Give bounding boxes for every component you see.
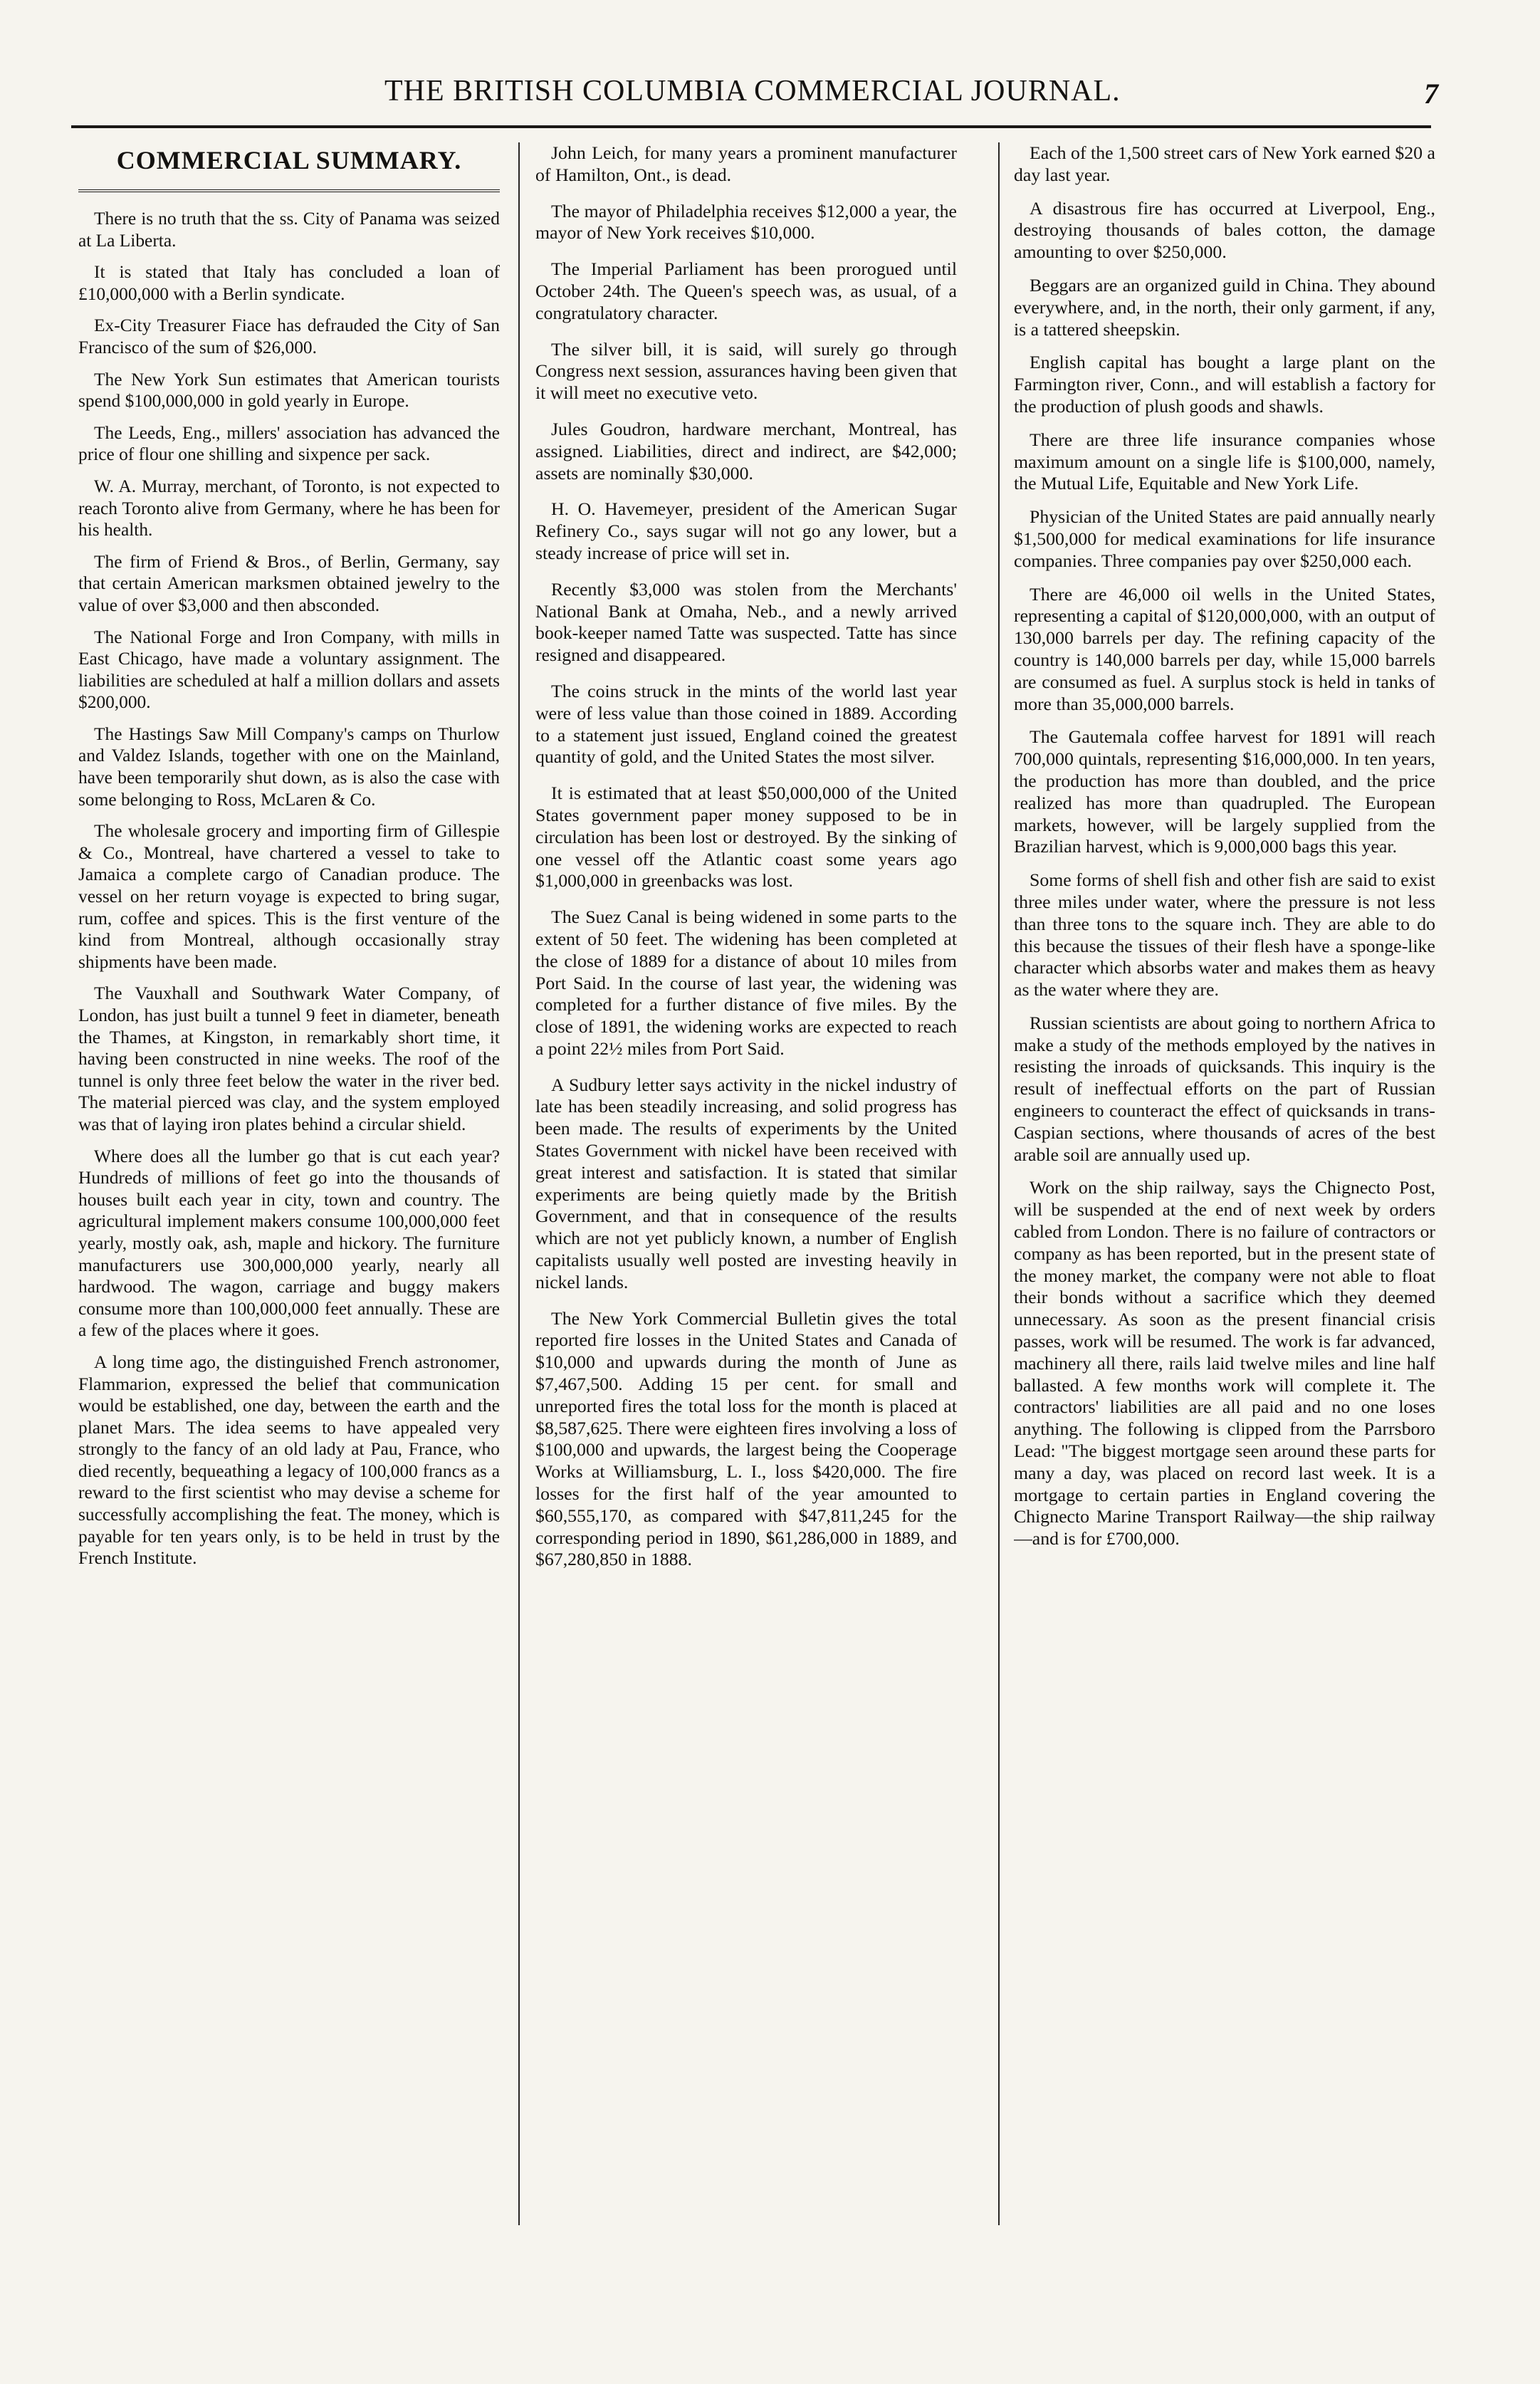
column-2-body bbox=[535, 142, 957, 1571]
header-rule bbox=[71, 125, 1431, 128]
news-item: A disastrous fire has occurred at Liverpool, Eng., destroying thousands of bales cotton, the damage amounting to over $250,000. bbox=[1014, 197, 1435, 263]
news-item: The silver bill, it is said, will surely go through Congress next session, assurances having been given that it will meet no executive veto. bbox=[535, 338, 957, 404]
news-item: Recently $3,000 was stolen from the Merchants' National Bank at Omaha, Neb., and a newly arrived book-keeper named Tatte was suspected. Tatte has since resigned and disappeared. bbox=[535, 578, 957, 666]
page-number: 7 bbox=[1424, 78, 1438, 110]
news-item: The Suez Canal is being widened in some parts to the extent of 50 feet. The widening has been completed at the close of 1889 for a distance of about 10 miles from Port Said. In the course of last year, the widening was completed for a further distance of five miles. By the close of 1891, the widening works are expected to reach a point 22½ miles from Port Said. bbox=[535, 906, 957, 1059]
journal-title: THE BRITISH COLUMBIA COMMERCIAL JOURNAL. bbox=[384, 75, 1121, 108]
news-item: The Hastings Saw Mill Company's camps on Thurlow and Valdez Islands, together with one on the Mainland, have been temporarily shut down, as is also the case with some belonging to Ross, McLaren & Co. bbox=[78, 723, 500, 810]
news-item: The mayor of Philadelphia receives $12,000 a year, the mayor of New York receives $10,000. bbox=[535, 200, 957, 244]
news-item: Physician of the United States are paid annually nearly $1,500,000 for medical examinations for life insurance companies. Three companies pay over $250,000 each. bbox=[1014, 506, 1435, 571]
column-divider bbox=[518, 142, 520, 2225]
news-item: The Imperial Parliament has been prorogued until October 24th. The Queen's speech was, as usual, of a congratulatory character. bbox=[535, 258, 957, 323]
news-item: A Sudbury letter says activity in the nickel industry of late has been steadily increasing, and solid progress has been made. The results of experiments by the United States Government with nickel have been received with great interest and satisfaction. It is stated that similar experiments are being quietly made by the British Government, and that in consequence of the results which are not yet publicly known, a number of English capitalists usually well posted are investing heavily in nickel lands. bbox=[535, 1074, 957, 1292]
news-item: It is stated that Italy has concluded a loan of £10,000,000 with a Berlin syndicate. bbox=[78, 262, 500, 304]
news-item: W. A. Murray, merchant, of Toronto, is not expected to reach Toronto alive from Germany, where he has been for his health. bbox=[78, 476, 500, 540]
news-item: Where does all the lumber go that is cut each year? Hundreds of millions of feet go into the thousands of houses built each year in city, town and country. The agricultural implement makers consume 100,000,000 feet yearly, mostly oak, ash, maple and hickory. The furniture manufacturers use 300,000,000 yearly, nearly all hardwood. The wagon, carriage and buggy makers consume more than 100,000,000 feet annually. These are a few of the places where it goes. bbox=[78, 1146, 500, 1341]
news-item: There are three life insurance companies whose maximum amount on a single life is $100,000, namely, the Mutual Life, Equitable and New York Life. bbox=[1014, 429, 1435, 494]
news-item: The Gautemala coffee harvest for 1891 will reach 700,000 quintals, representing $16,000,000. In ten years, the production has more than doubled, and the price realized has more than quadrupled. The European markets, however, will be largely supplied from the Brazilian harvest, which is 9,000,000 bags this year. bbox=[1014, 726, 1435, 857]
column-3-body bbox=[1014, 142, 1435, 1550]
news-item: The coins struck in the mints of the world last year were of less value than those coined in 1889. According to a statement just issued, England coined the greatest quantity of gold, and the United States the most silver. bbox=[535, 680, 957, 768]
news-item: Work on the ship railway, says the Chignecto Post, will be suspended at the end of next week by orders cabled from London. There is no failure of contractors or company as has been reported, but in the present state of the money market, the company were not able to float their bonds without a sacrifice which they deemed unnecessary. As soon as the present financial crisis passes, work will be resumed. The work is far advanced, machinery all there, rails laid twelve miles and line half ballasted. A few months work will complete it. The contractors' liabilities are all paid and no one loses anything. The following is clipped from the Parrsboro Lead: "The biggest mortgage seen around these parts for many a day, was placed on record last week. It is a mortgage to certain parties in England covering the Chignecto Marine Transport Railway—the ship railway—and is for £700,000. bbox=[1014, 1177, 1435, 1549]
column-1 bbox=[78, 142, 500, 1579]
news-item: Beggars are an organized guild in China. They abound everywhere, and, in the north, their only garment, if any, is a tattered sheepskin. bbox=[1014, 274, 1435, 340]
news-item: Some forms of shell fish and other fish are said to exist three miles under water, where the pressure is not less than three tons to the square inch. They are able to do this because the tissues of their flesh have a sponge-like character which absorbs water and makes them as heavy as the water where they are. bbox=[1014, 869, 1435, 1000]
news-item: It is estimated that at least $50,000,000 of the United States government paper money supposed to be in circulation has been lost or destroyed. By the sinking of one vessel off the Atlantic coast some years ago $1,000,000 in greenbacks was lost. bbox=[535, 783, 957, 892]
news-item: Russian scientists are about going to northern Africa to make a study of the methods employed by the natives in resisting the inroads of quicksands. This inquiry is the result of ineffectual efforts on the part of Russian engineers to counteract the effect of quicksands in trans-Caspian sections, where thousands of acres of the best arable soil are annually used up. bbox=[1014, 1012, 1435, 1165]
news-item: The New York Commercial Bulletin gives the total reported fire losses in the United States and Canada of $10,000 and upwards during the month of June as $7,467,500. Adding 15 per cent. for small and unreported fires the total loss for the month is placed at $8,587,625. There were eighteen fires involving a loss of $100,000 and upwards, the largest being the Cooperage Works at Williamsburg, L. I., loss $420,000. The fire losses for the first half of the year amounted to $60,555,170, as compared with $47,811,245 for the corresponding period in 1890, $61,286,000 in 1889, and $67,280,850 in 1888. bbox=[535, 1307, 957, 1570]
news-item: There are 46,000 oil wells in the United States, representing a capital of $120,000,000, with an output of 130,000 barrels per day. The refining capacity of the country is 140,000 barrels per day, while 15,000 barrels are consumed as fuel. A surplus stock is held in tanks of more than 35,000,000 barrels. bbox=[1014, 583, 1435, 714]
news-item: John Leich, for many years a prominent manufacturer of Hamilton, Ont., is dead. bbox=[535, 142, 957, 185]
section-title-rule bbox=[78, 189, 500, 192]
news-item: English capital has bought a large plant on the Farmington river, Conn., and will establish a factory for the production of plush goods and shawls. bbox=[1014, 352, 1435, 417]
news-item: The National Forge and Iron Company, with mills in East Chicago, have made a voluntary assignment. The liabilities are scheduled at half a million dollars and assets $200,000. bbox=[78, 627, 500, 713]
running-head bbox=[85, 74, 1438, 117]
news-item: Jules Goudron, hardware merchant, Montreal, has assigned. Liabilities, direct and indirect, are $42,000; assets are nominally $30,000. bbox=[535, 418, 957, 483]
news-item: There is no truth that the ss. City of Panama was seized at La Liberta. bbox=[78, 209, 500, 251]
column-2 bbox=[535, 142, 957, 1585]
news-item: A long time ago, the distinguished French astronomer, Flammarion, expressed the belief that communication would be established, one day, between the earth and the planet Mars. The idea seems to have appealed very strongly to the fancy of an old lady at Pau, France, who died recently, bequeathing a legacy of 100,000 francs as a reward to the first scientist who may devise a scheme for successfully accomplishing the feat. The money, which is payable for ten years only, is to be held in trust by the French Institute. bbox=[78, 1352, 500, 1569]
columns bbox=[78, 142, 1442, 2350]
news-item: H. O. Havemeyer, president of the American Sugar Refinery Co., says sugar will not go any lower, but a steady increase of price will set in. bbox=[535, 498, 957, 563]
column-1-body bbox=[78, 208, 500, 1569]
column-3 bbox=[1014, 142, 1435, 1562]
news-item: Each of the 1,500 street cars of New York earned $20 a day last year. bbox=[1014, 142, 1435, 185]
news-item: The Vauxhall and Southwark Water Company, of London, has just built a tunnel 9 feet in diameter, beneath the Thames, at Kingston, in remarkably short time, it having been constructed in nine weeks. The roof of the tunnel is only three feet below the water in the river bed. The material pierced was clay, and the system employed was that of laying iron plates behind a circular shield. bbox=[78, 983, 500, 1134]
news-item: Ex-City Treasurer Fiace has defrauded the City of San Francisco of the sum of $26,000. bbox=[78, 315, 500, 357]
news-item: The Leeds, Eng., millers' association has advanced the price of flour one shilling and sixpence per sack. bbox=[78, 422, 500, 465]
news-item: The New York Sun estimates that American tourists spend $100,000,000 in gold yearly in Europe. bbox=[78, 369, 500, 412]
column-divider bbox=[998, 142, 1000, 2225]
news-item: The wholesale grocery and importing firm of Gillespie & Co., Montreal, have chartered a vessel to take to Jamaica a complete cargo of Canadian produce. The vessel on her return voyage is expected to bring sugar, rum, coffee and spices. This is the first venture of the kind from Montreal, although occasionally stray shipments have been made. bbox=[78, 821, 500, 972]
section-title: COMMERCIAL SUMMARY. bbox=[116, 146, 462, 174]
news-item: The firm of Friend & Bros., of Berlin, Germany, say that certain American marksmen obtained jewelry to the value of over $3,000 and then absconded. bbox=[78, 551, 500, 615]
